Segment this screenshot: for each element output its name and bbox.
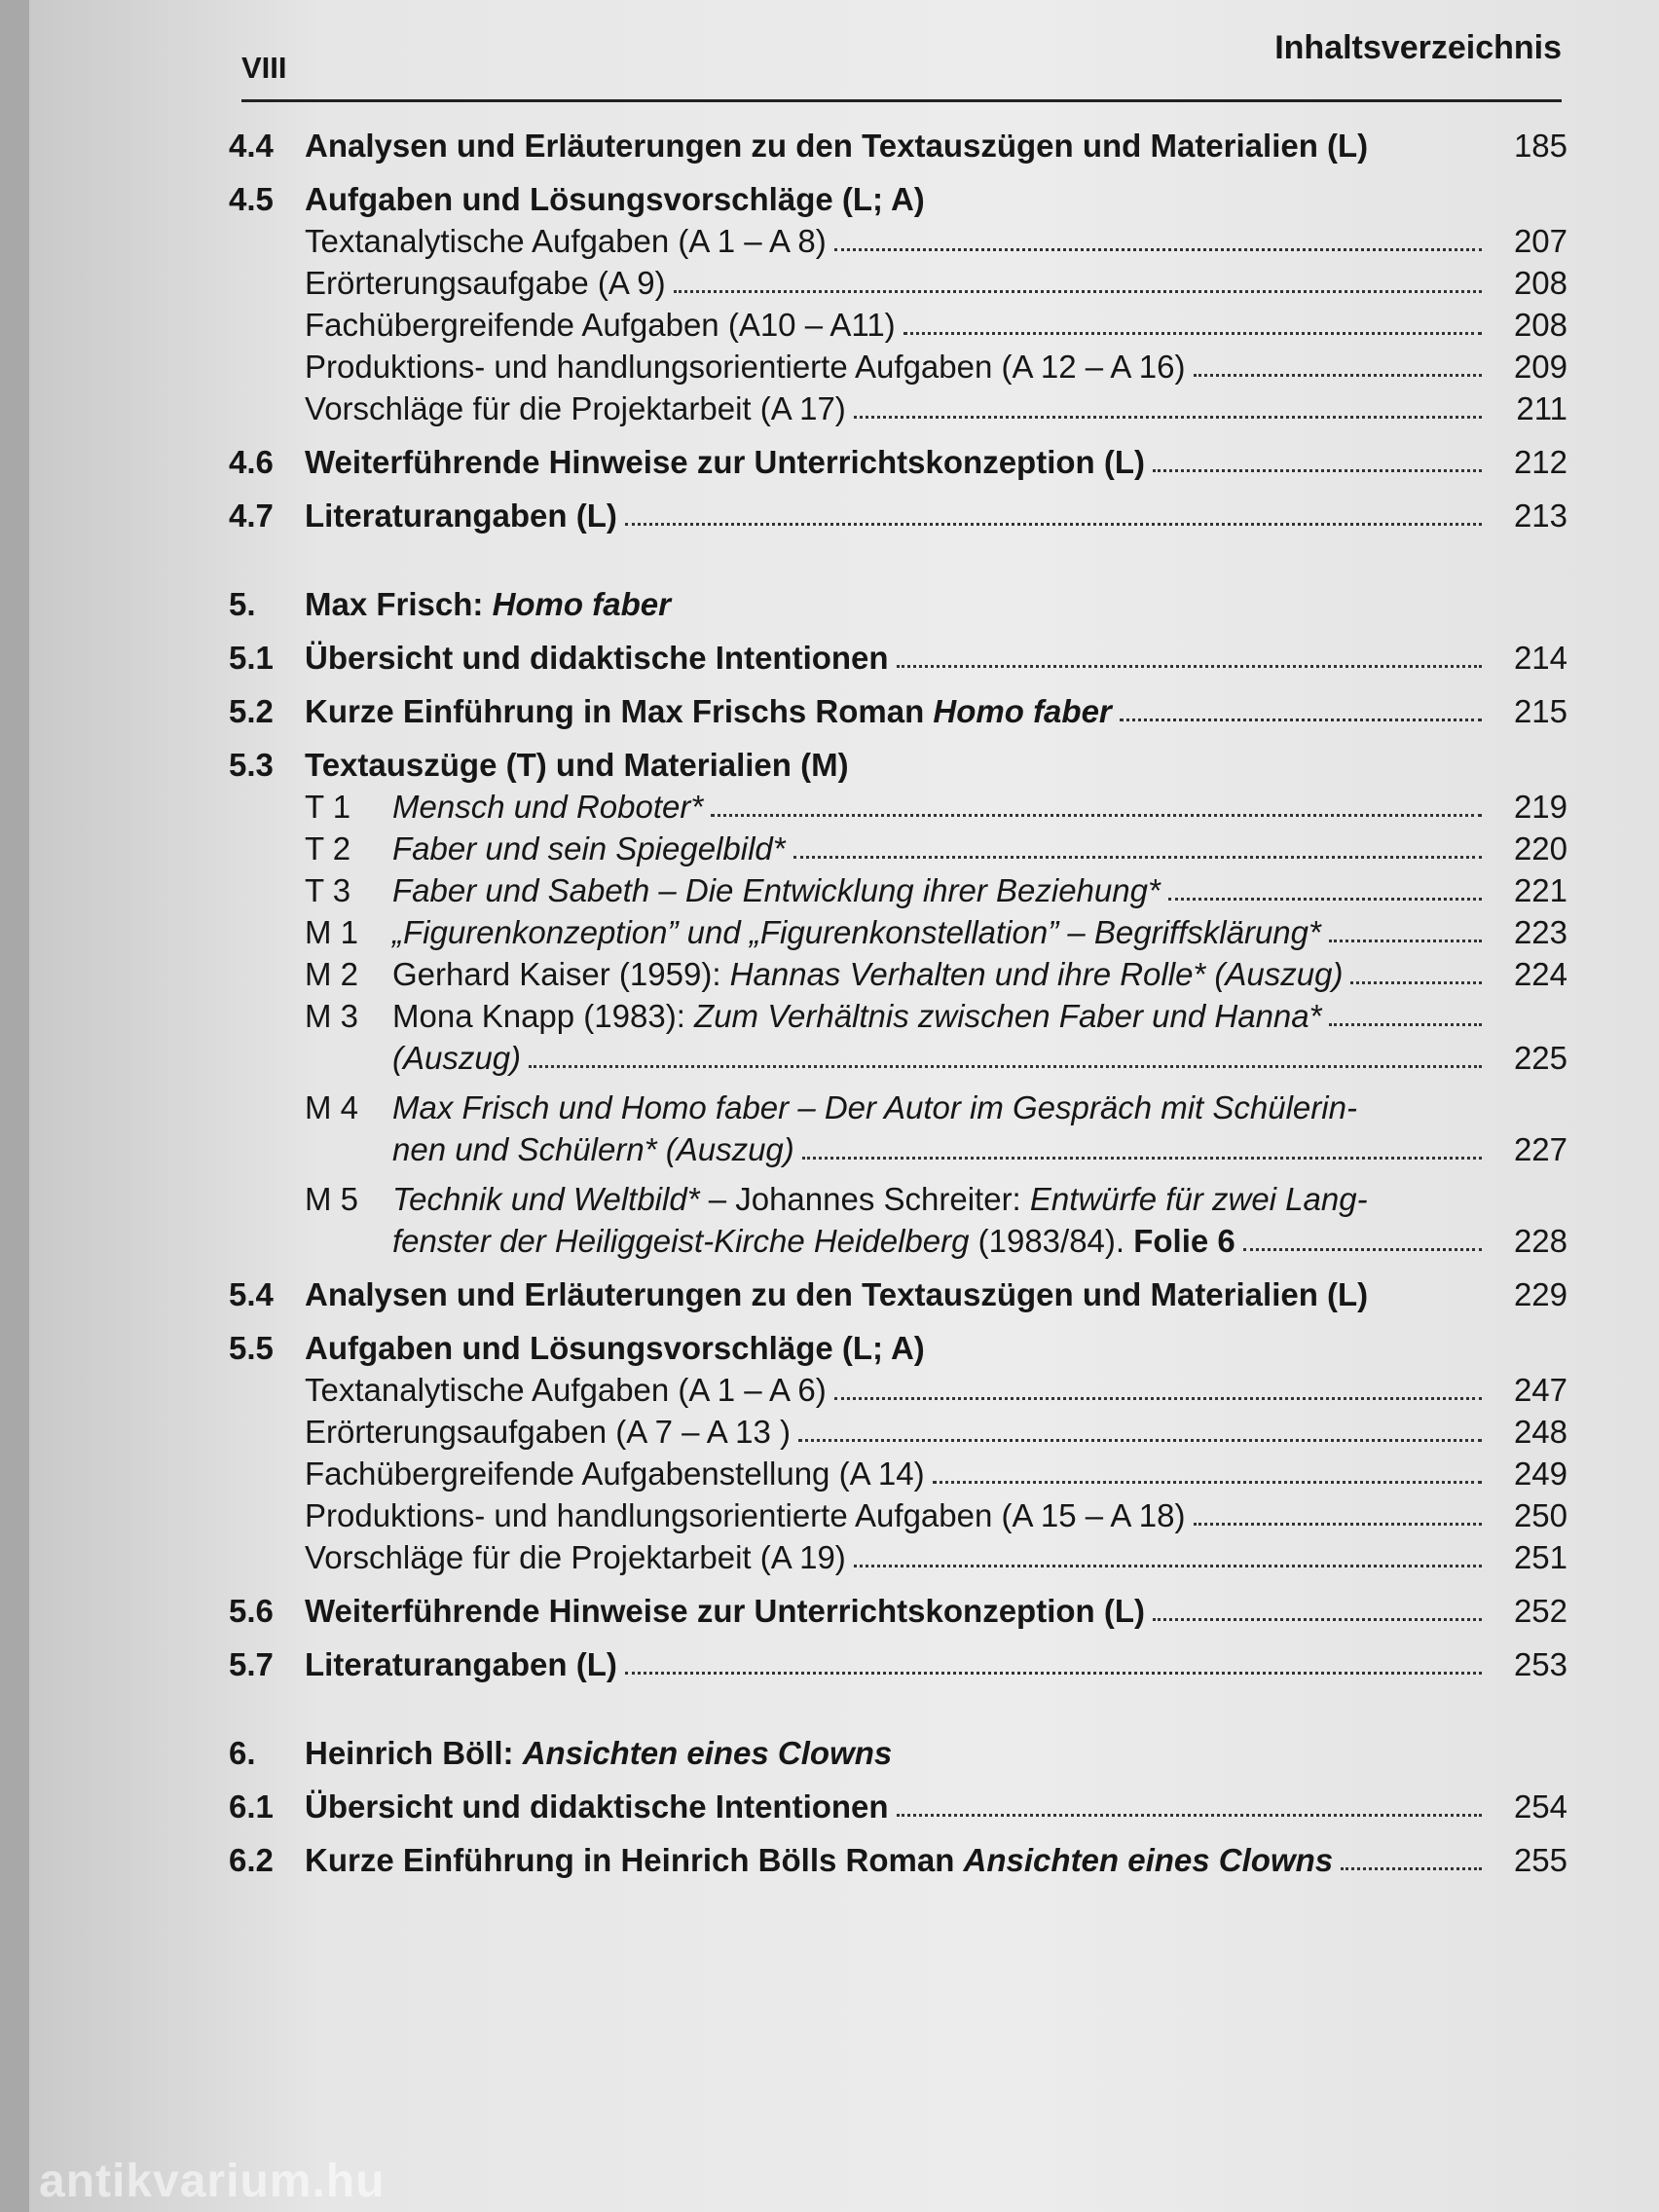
toc-subentry[interactable] (229, 220, 1567, 262)
toc-item-m2[interactable] (229, 953, 1567, 995)
section-number: 6.2 (229, 1842, 274, 1878)
leader-dots (793, 856, 1482, 859)
chapter-work-title: Homo faber (492, 586, 671, 622)
item-author: Mona Knapp (1983): (392, 998, 695, 1034)
item-title: Mensch und Roboter* (392, 789, 704, 825)
subentry-title: Erörterungsaufgaben (A 7 – A 13 ) (305, 1414, 792, 1450)
item-label: T 1 (305, 789, 351, 825)
section-number: 5.2 (229, 693, 274, 729)
section-title: Übersicht und didaktische Intentionen (305, 640, 889, 676)
toc-subentry[interactable] (229, 387, 1567, 429)
subentry-title: Produktions- und handlungsorientierte Aufgaben (A 15 – A 18) (305, 1497, 1186, 1533)
page-ref: 223 (1513, 914, 1567, 950)
chapter-number: 5. (229, 586, 256, 622)
section-number: 5.3 (229, 747, 274, 783)
subentry-title: Fachübergreifende Aufgabenstellung (A 14) (305, 1456, 925, 1492)
toc-entry-5-5[interactable] (229, 1327, 1567, 1369)
leader-dots (625, 1672, 1482, 1675)
page-header (241, 29, 1562, 102)
subentry-title: Vorschläge für die Projektarbeit (A 17) (305, 390, 846, 426)
toc-entry-5-1[interactable] (229, 637, 1567, 679)
item-work: Zum Verhältnis zwischen Faber und Hanna* (694, 998, 1322, 1034)
leader-dots (1243, 1248, 1482, 1251)
item-title-line1: Max Frisch und Homo faber – Der Autor im Gespräch mit Schülerin- (392, 1089, 1357, 1125)
toc-entry-6-1[interactable] (229, 1786, 1567, 1827)
section-title: Weiterführende Hinweise zur Unterrichtskonzeption (L) (305, 444, 1145, 480)
leader-dots (1350, 981, 1482, 984)
toc-item-m4-cont[interactable] (229, 1128, 1567, 1170)
item-work-cont: fenster der Heiliggeist-Kirche Heidelberg (392, 1223, 970, 1259)
page-ref: 250 (1513, 1497, 1567, 1533)
section-title (305, 1839, 1333, 1881)
title-prefix: Kurze Einführung in Heinrich Bölls Roman (305, 1842, 964, 1878)
leader-dots (834, 1397, 1482, 1400)
chapter-title (305, 1732, 892, 1774)
leader-dots (897, 1814, 1482, 1817)
leader-dots (1194, 374, 1483, 377)
toc-subentry[interactable] (229, 346, 1567, 387)
page-ref: 251 (1513, 1539, 1567, 1575)
leader-dots (1168, 898, 1482, 901)
leader-dots (854, 1565, 1482, 1567)
watermark: antikvarium.hu (39, 2156, 386, 2207)
item-label: M 1 (305, 914, 359, 950)
toc-entry-4-7[interactable] (229, 495, 1567, 536)
page-ref: 220 (1513, 830, 1567, 866)
page-ref: 219 (1513, 789, 1567, 825)
page-ref: 211 (1516, 390, 1567, 426)
section-title: Literaturangaben (L) (305, 1646, 617, 1682)
section-title: Analysen und Erläuterungen zu den Textauszügen und Materialien (L) (305, 128, 1369, 164)
leader-dots (1153, 1618, 1482, 1621)
leader-dots (798, 1439, 1482, 1442)
leader-dots (897, 665, 1482, 668)
item-label: T 3 (305, 872, 351, 908)
item-work: Technik und Weltbild* (392, 1181, 700, 1217)
toc-entry-4-5[interactable] (229, 178, 1567, 220)
subentry-title: Textanalytische Aufgaben (A 1 – A 6) (305, 1372, 827, 1408)
leader-dots (625, 523, 1482, 526)
toc-item-t2[interactable] (229, 828, 1567, 869)
toc-item-m4[interactable] (229, 1087, 1567, 1128)
toc-subentry[interactable] (229, 1411, 1567, 1453)
chapter-title (305, 583, 671, 625)
section-number: 5.7 (229, 1646, 274, 1682)
toc-entry-5-6[interactable] (229, 1590, 1567, 1632)
section-title (305, 690, 1112, 732)
item-title (392, 953, 1343, 995)
section-title: Analysen und Erläuterungen zu den Textauszügen und Materialien (L) (305, 1276, 1369, 1312)
section-number: 4.7 (229, 498, 274, 534)
page-ref: 228 (1513, 1223, 1567, 1259)
section-number: 6.1 (229, 1788, 274, 1825)
page-ref: 208 (1513, 307, 1567, 343)
section-title: Übersicht und didaktische Intentionen (305, 1788, 889, 1825)
subentry-title: Produktions- und handlungsorientierte Aufgaben (A 12 – A 16) (305, 349, 1186, 385)
chapter-author: Max Frisch: (305, 586, 493, 622)
page-ref: 212 (1513, 444, 1567, 480)
page-number: VIII (241, 51, 287, 85)
leader-dots (802, 1157, 1482, 1160)
item-folie: Folie 6 (1133, 1223, 1235, 1259)
leader-dots (854, 416, 1482, 419)
page-ref: 185 (1513, 128, 1567, 164)
leader-dots (1120, 719, 1482, 721)
page-ref: 225 (1513, 1040, 1567, 1076)
item-label: M 2 (305, 956, 359, 992)
section-number: 5.1 (229, 640, 274, 676)
page-ref: 209 (1513, 349, 1567, 385)
item-label: T 2 (305, 830, 351, 866)
chapter-author: Heinrich Böll: (305, 1735, 523, 1771)
toc-chapter-6[interactable] (229, 1732, 1567, 1774)
page-ref: 227 (1513, 1131, 1567, 1167)
toc-entry-4-4[interactable] (229, 125, 1567, 166)
page-ref: 208 (1513, 265, 1567, 301)
section-title: Literaturangaben (L) (305, 498, 617, 534)
item-title: Faber und sein Spiegelbild* (392, 830, 786, 866)
page-ref: 213 (1513, 498, 1567, 534)
page-ref: 229 (1513, 1276, 1567, 1312)
table-of-contents (229, 125, 1567, 1881)
item-title-line2: nen und Schülern* (Auszug) (392, 1131, 794, 1167)
page-ref: 224 (1513, 956, 1567, 992)
item-label: M 4 (305, 1089, 359, 1125)
title-italic: Ansichten eines Clowns (963, 1842, 1334, 1878)
section-number: 4.6 (229, 444, 274, 480)
toc-subentry[interactable] (229, 304, 1567, 346)
item-work: Hannas Verhalten und ihre Rolle* (Auszug) (729, 956, 1344, 992)
section-number: 4.4 (229, 128, 274, 164)
section-title: Textauszüge (T) und Materialien (M) (305, 747, 849, 783)
toc-item-m3-cont[interactable] (229, 1037, 1567, 1079)
section-title: Aufgaben und Lösungsvorschläge (L; A) (305, 1330, 925, 1366)
toc-item-m5[interactable] (229, 1178, 1567, 1220)
title-prefix: Kurze Einführung in Max Frischs Roman (305, 693, 934, 729)
book-page (29, 0, 1659, 2212)
item-title-line1 (392, 1178, 1368, 1220)
leader-dots (1329, 940, 1482, 942)
item-label: M 5 (305, 1181, 359, 1217)
leader-dots (1153, 469, 1482, 472)
leader-dots (933, 1481, 1482, 1484)
page-ref: 252 (1513, 1593, 1567, 1629)
section-number: 5.5 (229, 1330, 274, 1366)
page-ref: 248 (1513, 1414, 1567, 1450)
leader-dots (1341, 1867, 1482, 1870)
leader-dots (903, 332, 1482, 335)
leader-dots (834, 248, 1482, 251)
page-ref: 255 (1513, 1842, 1567, 1878)
book-binding-shadow (0, 0, 29, 2212)
leader-dots (529, 1065, 1482, 1068)
page-ref: 254 (1513, 1788, 1567, 1825)
subentry-title: Vorschläge für die Projektarbeit (A 19) (305, 1539, 846, 1575)
toc-item-t3[interactable] (229, 869, 1567, 911)
toc-subentry[interactable] (229, 262, 1567, 304)
item-label: M 3 (305, 998, 359, 1034)
toc-entry-5-2[interactable] (229, 690, 1567, 732)
subentry-title: Fachübergreifende Aufgaben (A10 – A11) (305, 307, 896, 343)
item-title: „Figurenkonzeption” und „Figurenkonstellation” – Begriffsklärung* (392, 914, 1321, 950)
toc-chapter-5[interactable] (229, 583, 1567, 625)
section-number: 5.4 (229, 1276, 274, 1312)
toc-entry-5-7[interactable] (229, 1643, 1567, 1685)
leader-dots (711, 814, 1482, 817)
page-ref: 253 (1513, 1646, 1567, 1682)
item-title-line1 (392, 995, 1321, 1037)
toc-entry-4-6[interactable] (229, 441, 1567, 483)
subentry-title: Textanalytische Aufgaben (A 1 – A 8) (305, 223, 827, 259)
toc-item-t1[interactable] (229, 786, 1567, 828)
section-number: 4.5 (229, 181, 274, 217)
subentry-title: Erörterungsaufgabe (A 9) (305, 265, 666, 301)
toc-item-m3[interactable] (229, 995, 1567, 1037)
toc-subentry[interactable] (229, 1536, 1567, 1578)
toc-subentry[interactable] (229, 1369, 1567, 1411)
page-ref: 215 (1513, 693, 1567, 729)
toc-subentry[interactable] (229, 1494, 1567, 1536)
page-ref: 214 (1513, 640, 1567, 676)
leader-dots (674, 290, 1482, 293)
toc-item-m1[interactable] (229, 911, 1567, 953)
item-title: Faber und Sabeth – Die Entwicklung ihrer Beziehung* (392, 872, 1161, 908)
toc-entry-5-3[interactable] (229, 744, 1567, 786)
item-work-2: Entwürfe für zwei Lang- (1029, 1181, 1368, 1217)
section-number: 5.6 (229, 1593, 274, 1629)
item-author: – Johannes Schreiter: (699, 1181, 1030, 1217)
item-year: (1983/84). (969, 1223, 1134, 1259)
toc-item-m5-cont[interactable] (229, 1220, 1567, 1262)
toc-entry-6-2[interactable] (229, 1839, 1567, 1881)
page-ref: 247 (1513, 1372, 1567, 1408)
leader-dots (1329, 1023, 1482, 1026)
toc-subentry[interactable] (229, 1453, 1567, 1494)
section-title: Aufgaben und Lösungsvorschläge (L; A) (305, 181, 925, 217)
item-title-line2 (392, 1220, 1235, 1262)
page-ref: 221 (1513, 872, 1567, 908)
item-author: Gerhard Kaiser (1959): (392, 956, 730, 992)
item-title-line2: (Auszug) (392, 1040, 522, 1076)
page-ref: 207 (1513, 223, 1567, 259)
leader-dots (1194, 1523, 1483, 1526)
chapter-number: 6. (229, 1735, 256, 1771)
section-title: Weiterführende Hinweise zur Unterrichtskonzeption (L) (305, 1593, 1145, 1629)
chapter-work-title: Ansichten eines Clowns (522, 1735, 893, 1771)
page-ref: 249 (1513, 1456, 1567, 1492)
running-title: Inhaltsverzeichnis (1274, 29, 1562, 66)
title-italic: Homo faber (933, 693, 1112, 729)
toc-entry-5-4[interactable] (229, 1273, 1567, 1315)
